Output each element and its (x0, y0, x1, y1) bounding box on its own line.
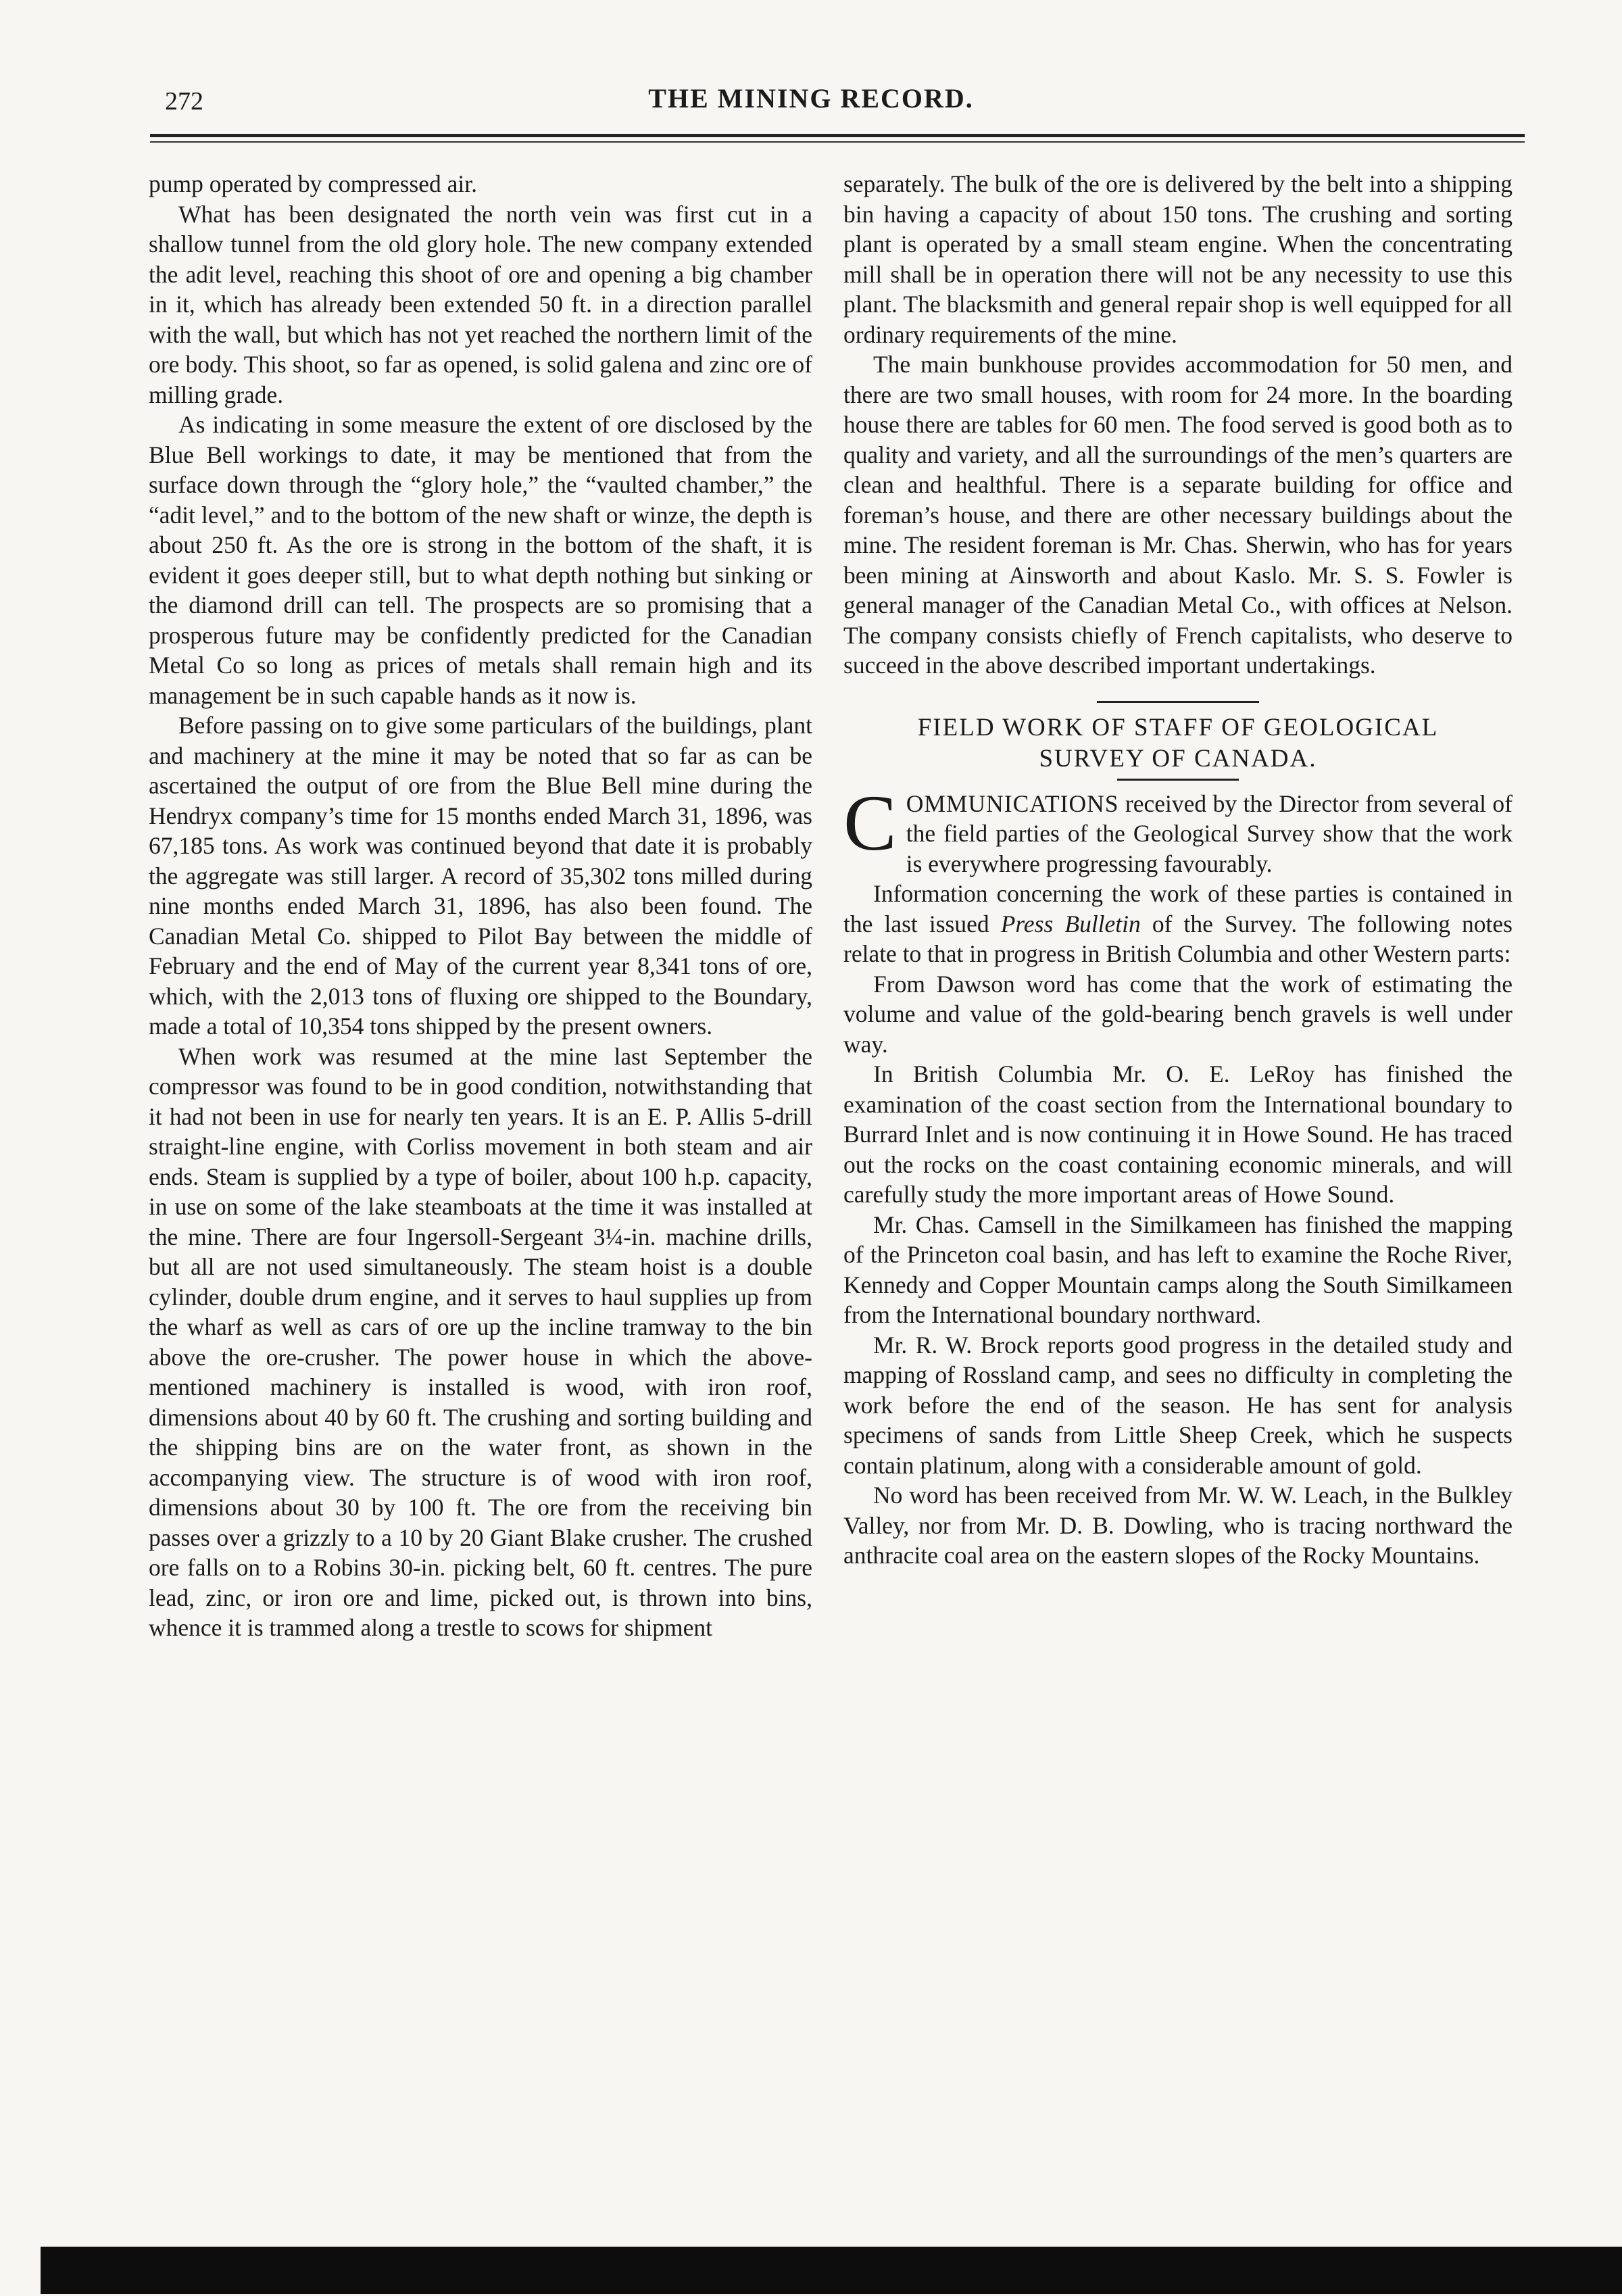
page-number: 272 (165, 87, 203, 116)
header-rule (150, 134, 1525, 137)
section-heading (843, 712, 1513, 775)
journal-title: THE MINING RECORD. (648, 83, 974, 114)
left-column (149, 169, 812, 1643)
publication-title: Press Bulletin (1000, 910, 1141, 937)
paragraph: Before passing on to give some particulars of the buildings, plant and machinery at the mine it may be noted that so far as can be ascertained the output of ore from the Blue Bell mine during the Hendryx company’s time for 15 months ended March 31, 1896, was 67,185 tons. As work was continued beyond that date it is probably the aggregate was still larger. A record of 35,302 tons milled during nine months ended March 31, 1896, has also been found. The Canadian Metal Co. shipped to Pilot Bay between the middle of February and the end of May of the current year 8,341 tons of ore, which, with the 2,013 tons of fluxing ore shipped to the Boundary, made a total of 10,354 tons shipped by the present owners. (149, 712, 812, 1040)
paragraph: Mr. R. W. Brock reports good progress in the detailed study and mapping of Rossland camp, and sees no difficulty in completing the work before the end of the season. He has sent for analysis specimens of sands from Little Sheep Creek, which he suspects contain platinum, along with a considerable amount of gold. (843, 1331, 1513, 1479)
paragraph: The main bunkhouse provides accommodation for 50 men, and there are two small houses, with room for 24 more. In the boarding house there are tables for 60 men. The food served is good both as to quality and variety, and all the surroundings of the men’s quarters are clean and healthful. There is a separate building for office and foreman’s house, and there are other necessary buildings about the mine. The resident foreman is Mr. Chas. Sherwin, who has for years been mining at Ainsworth and about Kaslo. Mr. S. S. Fowler is general manager of the Canadian Metal Co., with offices at Nelson. The company consists chiefly of French capitalists, who deserve to succeed in the above described important undertakings. (843, 351, 1513, 679)
lead-text: received by the Director from several of the field parties of the Geological Survey show that the work is everywhere progressing favourably. (906, 789, 1513, 877)
section-heading-line: SURVEY OF CANADA. (1039, 744, 1317, 773)
right-column (843, 169, 1513, 1571)
lead-caps: OMMUNICATIONS (906, 789, 1119, 817)
paragraph: From Dawson word has come that the work of estimating the volume and value of the gold-bearing bench gravels is well under way. (843, 970, 1513, 1058)
section-heading-line: FIELD WORK OF STAFF OF GEOLOGICAL (917, 713, 1439, 741)
paragraph: As indicating in some measure the extent of ore disclosed by the Blue Bell workings to date, it may be mentioned that from the surface down through the “glory hole,” the “vaulted chamber,” the “adit level,” and to the bottom of the new shaft or winze, the depth is about 250 ft. As the ore is strong in the bottom of the shaft, it is evident it goes deeper still, but to what depth nothing but sinking or the diamond drill can tell. The prospects are so promising that a prosperous future may be confidently predicted for the Canadian Metal Co so long as prices of metals shall remain high and its management be in such capable hands as it now is. (149, 411, 812, 709)
lead-paragraph (843, 778, 1513, 879)
paragraph: When work was resumed at the mine last September the compressor was found to be in good condition, notwithstanding that it had not been in use for nearly ten years. It is an E. P. Allis 5-drill straight-line engine, with Corliss movement in both steam and air ends. Steam is supplied by a type of boiler, about 100 h.p. capacity, in use on some of the lake steamboats at the time it was installed at the mine. There are four Ingersoll-Sergeant 3¼-in. machine drills, but all are not used simultaneously. The steam hoist is a double cylinder, double drum engine, and it serves to haul supplies up from the wharf as well as cars of ore up the incline tramway to the bin above the ore-crusher. The power house in which the above-mentioned machinery is installed is wood, with iron roof, dimensions about 40 by 60 ft. The crushing and sorting building and the shipping bins are on the water front, as shown in the accompanying view. The structure is of wood with iron roof, dimensions about 30 by 100 ft. The ore from the receiving bin passes over a grizzly to a 10 by 20 Giant Blake crusher. The crushed ore falls on to a Robins 30-in. picking belt, 60 ft. centres. The pure lead, zinc, or iron ore and lime, picked out, is thrown into bins, whence it is trammed along a trestle to scows for shipment (149, 1042, 812, 1641)
section-divider (1097, 701, 1259, 703)
text-run: of the Survey. The following notes relate to that in progress in British Columbia and other Western parts: (843, 910, 1513, 967)
paragraph: pump operated by compressed air. (149, 170, 478, 197)
paragraph: Mr. Chas. Camsell in the Similkameen has finished the mapping of the Princeton coal basin, and has left to examine the Roche River, Kennedy and Copper Mountain camps along the South Similkameen from the International boundary northward. (843, 1211, 1513, 1328)
paragraph: separately. The bulk of the ore is delivered by the belt into a shipping bin having a capacity of about 150 tons. The crushing and sorting plant is operated by a small steam engine. When the concentrating mill shall be in operation there will not be any necessity to use this plant. The blacksmith and general repair shop is well equipped for all ordinary requirements of the mine. (843, 170, 1513, 348)
paragraph: No word has been received from Mr. W. W. Leach, in the Bulkley Valley, nor from Mr. D. B. Dowling, who is tracing northward the anthracite coal area on the eastern slopes of the Rocky Mountains. (843, 1482, 1513, 1569)
paragraph: In British Columbia Mr. O. E. LeRoy has finished the examination of the coast section from the International boundary to Burrard Inlet and is now continuing it in Howe Sound. He has traced out the rocks on the coast containing economic minerals, and will carefully study the more important areas of Howe Sound. (843, 1060, 1513, 1208)
paragraph (843, 879, 1513, 969)
text-run: Information concerning the work of these parties is contained in the last issued (843, 880, 1513, 937)
drop-cap: C (843, 778, 897, 867)
section-divider (1117, 779, 1239, 781)
header-rule-thin (150, 141, 1525, 143)
scan-edge-bar (41, 2247, 1622, 2294)
paragraph: What has been designated the north vein was first cut in a shallow tunnel from the old glory hole. The new company extended the adit level, reaching this shoot of ore and opening a big chamber in it, which has already been extended 50 ft. in a direction parallel with the wall, but which has not yet reached the northern limit of the ore body. This shoot, so far as opened, is solid galena and zinc ore of milling grade. (149, 200, 812, 408)
